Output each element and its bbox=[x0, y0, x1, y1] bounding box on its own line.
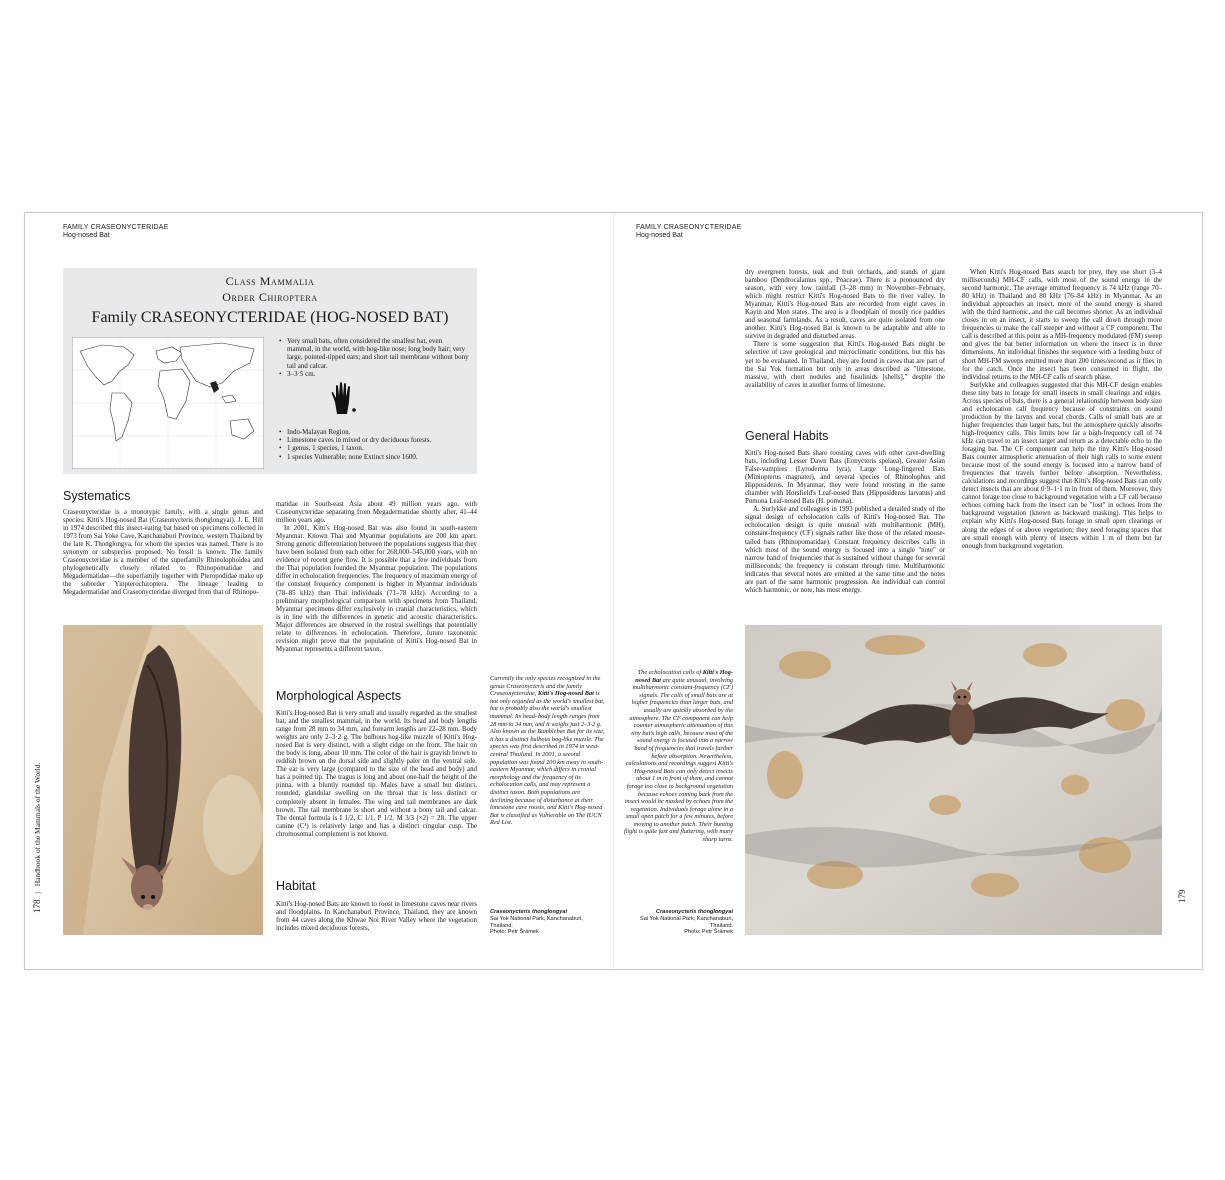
range-item: • 1 genus, 1 species, 1 taxon. bbox=[279, 444, 469, 452]
paragraph: There is some suggestion that Kitti's Hog-nosed Bats might be selective of cave geological and microclimatic conditions, but this has yet to be evaluated. In Thailand, they are found in caves that are part of the Sai Yok formation but only in areas described as "limestone, massive, with chert nodules and fusulinids [shells]," despite the availability of caves in another forms of limestone. bbox=[745, 341, 945, 389]
general-habits-heading: General Habits bbox=[745, 429, 829, 443]
habitat-text-continued bbox=[745, 269, 945, 419]
running-head-family: FAMILY CRASEONYCTERIDAE bbox=[636, 224, 742, 231]
family-title: Family CRASEONYCTERIDAE (HOG-NOSED BAT) bbox=[91, 309, 449, 326]
paragraph: Surlykke and colleagues suggested that this MH-CF design enables these tiny bats to forage for small insects in small clearings and edges. Across species of bats, there is a general relationship between body size and echolocation call frequency because of constraints on sound production by the larynx and vocal chords. Calls of small bats are at higher frequencies than larger bats, but the atmosphere quickly absorbs high-frequency calls. This limits how far a high-frequency call of 74 kHz can travel to an insect target and return as a detectable echo to the foraging bat. The CF component can help the tiny Kitti's Hog-nosed Bats counter atmospheric attenuation of their high calls to some extent because most of the sound energy is focused into a narrow band of frequencies that travels further before absorption. Nevertheless, calculations and recordings suggest that Kitti's Hog-nosed Bats can only detect insects that are about 0·9–1·1 m in front of them. Moreover, they cannot forage too close to background vegetation with a CF call because echoes coming back from the insect can be "lost" in echoes from the background vegetation (known as backward masking). This helps to explain why Kitti's Hog-nosed Bats forage in small open clearings or along the edges of or above vegetation; they need foraging spaces that are small enough with plenty of insects within 1 m of them but far enough from background vegetation. bbox=[962, 381, 1162, 550]
range-item: • 1 species Vulnerable; none Extinct since 1600. bbox=[279, 453, 469, 461]
credit-species: Craseonycteris thonglongyai bbox=[490, 909, 568, 915]
range-item: • Limestone caves in mixed or dry deciduous forests. bbox=[279, 436, 469, 444]
paragraph: matidae in South-east Asia about 49 million years ago, with Craseonycteridae separating from Megadermatidae shortly after, 41–44 million years ago. bbox=[276, 501, 477, 525]
range-list bbox=[279, 428, 469, 461]
general-habits-text bbox=[745, 450, 945, 618]
paragraph: In 2001, Kitti's Hog-nosed Bat was also found in south-eastern Myanmar. Known Thai and Myanmar populations are 200 km apart. Strong genetic differentiation between the populations suggests that they have been isolated from each other for 268,000–545,000 years, with no evidence of recent gene flow. It is possible that a few individuals from the Thai population founded the Myanmar population. The populations differ in echolocation frequencies. The frequency of maximum energy of the constant frequency component is higher in Myanmar individuals (78–85 kHz) than Thai individuals (71–78 kHz). According to a preliminary morphological comparison with specimens from Thailand, Myanmar specimens differ exclusively in cranial characteristics, which is in line with the differences in genetic and acoustic characteristics. Major differences are observed in the rostral swellings that potentially relate to differences in echolocation. Therefore, future taxonomic revision might prove that the population of Kitti's Hog-nosed Bat in Myanmar represents a different taxon. bbox=[276, 525, 477, 653]
running-head-species: Hog-nosed Bat bbox=[636, 232, 683, 239]
credit-place: Sai Yok National Park, Kanchanaburi, bbox=[490, 915, 583, 922]
order-line: Order Chiroptera bbox=[222, 290, 318, 304]
flying-bat-photo bbox=[745, 625, 1162, 935]
book-title: Handbook of the Mammals of the World. bbox=[33, 762, 42, 887]
paragraph: When Kitti's Hog-nosed Bats search for prey, they use short (3–4 milliseconds) MH-CF calls, with most of the sound energy in the second harmonic. The average emitted frequency is 74 kHz (range 70–80 kHz) in Thailand and 80 kHz (76–84 kHz) in Myanmar. As an individual approaches an insect, more of the sound energy is shared with the third harmonic, and the call becomes shorter. As an individual closes in on an insect, it starts to sweep the call down through more frequencies to make the call steeper and without a CF component. The call is described at this point as a MH-frequency modulated (FM) sweep and gives the bat better information on where the insect is in three dimensions. An individual finishes the sequence with a feeding buzz of short MH-FM sweeps emitted more than 200 times/second as it flies in for the catch. Once the insect has been consumed in flight, the individual returns to the MH-CF calls of search phase. bbox=[962, 269, 1162, 381]
paragraph: A. Surlykke and colleagues in 1993 published a detailed study of the signal design of echolocation calls of Kitti's Hog-nosed Bat. The echolocation design is quite unusual with multiharmonic (MH), constant-frequency (CF) signals rather like those of the related mouse-tailed bats (Rhinopomatidae). Constant frequency describes calls in which most of the sound energy is focused into a single "note" or narrow band of frequencies that is sustained without change for several milliseconds; the frequency is constant through time. Multiharmonic indicates that several notes are emitted at the same time and the notes are part of the same harmonic progression. An individual can control which harmonic, or note, has most energy. bbox=[745, 506, 945, 594]
range-item: • Indo-Malayan Region. bbox=[279, 428, 469, 436]
paragraph: Craseonycteridae is a monotypic family, with a single genus and species: Kitti's Hog-nosed Bat (Craseonycteris thonglongyai). J. E. Hill in 1974 described this insect-eating bat based on specimens collected in 1973 from Sai Yoke Cave, Kanchanaburi Province, western Thailand by the late K. Thonglongya, for whom the species was named. There is no synonym or subspecies proposed. No fossil is known. The family Craseonycteridae is a member of the superfamily Rhinolophoidea and phylogenetically closely related to Rhinopomatidae and Megadermatidae—the superfamily together with Pteropodidae make up the suborder Yinpterochiroptera. The lineage leading to Megadermatidae and Craseonycteridae diverged from that of Rhinopo- bbox=[63, 509, 263, 597]
caption-text: are quite unusual, involving multiharmonic constant-frequency (CF) signals. The calls of small bats are at higher frequencies than larger bats, and usually are quickly absorbed by the atmosphere. The CF component can help counter atmospheric attenuation of this tiny bat's high calls, because most of the sound energy is focused into a narrow band of frequencies that travels further before absorption. Nevertheless, calculations and recordings suggest Kitti's Hog-nosed Bats can only detect insects about 1 m in front of them, and cannot forage too close to background vegetation because echoes coming back from the insect would be masked by echoes from the vegetation. Individuals forage alone in a small open patch for a few minutes, before moving to another patch. Their hunting flight is quite fast and fluttering, with many sharp turns. bbox=[623, 676, 733, 844]
caption-text: The echolocation calls of bbox=[637, 669, 702, 676]
class-line: Class Mammalia bbox=[225, 274, 315, 288]
distribution-map bbox=[72, 337, 264, 469]
running-head-family: FAMILY CRASEONYCTERIDAE bbox=[63, 224, 169, 231]
credit-photographer: Photo: Petr Šrámek bbox=[684, 929, 733, 936]
paragraph: Kitti's Hog-nosed Bats share roosting caves with other cave-dwelling bats, including Lesser Dawn Bats (Eonycteris spelaea), Greater Asian False-vampires (Lyroderma lyra), Large Long-fingered Bats (Miniopterus magnater), and several species of Rhinolophus and Hipposideros. In Myanmar, they were found roosting in the same chamber with Horsfield's Leaf-nosed Bats (Hipposideros larvatus) and Pomona Leaf-nosed Bats (H. pomona). bbox=[745, 450, 945, 506]
hanging-bat-photo bbox=[63, 625, 263, 935]
morphology-text bbox=[276, 710, 477, 870]
caption-text: is not only regarded as the world's smallest bat, but is probably also the world's smallest mammal. Its head–body length ranges from 28 mm to 34 mm, and it weighs just 2–3·2 g. Also known as the Bumblebee Bat for its size, it has a distinct bulbous hog-like muzzle. The species was first described in 1974 in west-central Thailand. In 2001, a second population was found 200 km away in south-eastern Myanmar, which differs in cranial morphology and the frequency of its echolocation calls, and may represent a distinct taxon. Both populations are declining because of disturbance at their limestone cave roosts, and Kitti's Hog-nosed Bat is classified as Vulnerable on The IUCN Red List. bbox=[490, 690, 605, 827]
systematics-heading: Systematics bbox=[63, 489, 131, 503]
paragraph: dry evergreen forests, teak and fruit orchards, and stands of giant bamboo (Dendrocalamus spp., Poaceae). There is a pronounced dry season, with very low rainfall (3–28 mm) in November–February, which might restrict Kitti's Hog-nosed Bats to the river valley. In Myanmar, Kitti's Hog-nosed Bats are recorded from eight caves in Kayin and Mon states. The area is a floodplain of mostly rice paddies and seasonal farmlands. As a result, caves are quite isolated from one another. Kitti's Hog-nosed Bat is known to be adaptable and able to survive in degraded and disturbed areas. bbox=[745, 269, 945, 341]
running-head-species: Hog-nosed Bat bbox=[63, 232, 110, 239]
habitat-text bbox=[276, 901, 477, 935]
right-photo-caption bbox=[623, 669, 733, 844]
credit-country: Thailand. bbox=[490, 922, 514, 929]
systematics-text-continued bbox=[276, 501, 477, 669]
credit-country: Thailand. bbox=[709, 922, 733, 929]
caption-species-name: Kitti's Hog-nosed Bat bbox=[537, 690, 594, 698]
book-spread bbox=[24, 212, 1203, 970]
credit-species: Craseonycteris thonglongyai bbox=[655, 909, 733, 915]
habitat-heading: Habitat bbox=[276, 879, 316, 893]
systematics-text bbox=[63, 509, 263, 621]
trait-item: • 3–3·5 cm. bbox=[279, 370, 469, 378]
page-gutter bbox=[613, 213, 615, 969]
size-hand-icon bbox=[329, 380, 359, 416]
credit-photographer: Photo: Petr Šrámek bbox=[490, 929, 539, 936]
caption-species-name: Kitti's Hog-nosed Bat bbox=[635, 669, 733, 684]
left-running-head bbox=[63, 224, 168, 240]
credit-place: Sai Yok National Park, Kanchanaburi, bbox=[640, 915, 733, 922]
trait-item: • Very small bats, often considered the smallest bat, even mammal, in the world, with hog-like nose; long body hair; very large, pointed-tipped ears; and short tail membrane without bony tail and calcar. bbox=[279, 337, 469, 370]
left-photo-credit bbox=[490, 909, 605, 936]
paragraph: Kitti's Hog-nosed Bats are known to roost in limestone caves near rivers and floodplains. In Kanchanaburi Province, Thailand, they are known from 44 caves along the Khwae Noi River Valley where the vegetation includes mixed deciduous forests, bbox=[276, 901, 477, 933]
classification-box bbox=[63, 268, 477, 474]
echolocation-text bbox=[962, 269, 1162, 619]
traits-list bbox=[279, 337, 469, 378]
left-photo-caption bbox=[490, 675, 605, 827]
paragraph: Kitti's Hog-nosed Bat is very small and usually regarded as the smallest bat, and the smallest mammal, in the world. Its head and body lengths range from 28 mm to 34 mm, and forearm lengths are 22–28 mm. Body weights are only 2–3·2 g. The bulbous hog-like muzzle of Kitti's Hog-nosed Bat is very distinct, with a slight ridge on the front. The hair on the body is long, about 10 mm. The color of the hair is grayish brown to reddish brown on the dorsal side and slightly paler on the ventral side. The ear is very large (compared to the size of the head and body) and has a pointed tip. The tragus is long and about one-half the height of the pinna, with a bluntly rounded tip. Males have a small but distinct, rounded, glandular swelling on the throat that is less distinct or completely absent in females. The wing and tail membranes are dark brown. The tail membrane is short and without a bony tail and calcar. The dental formula is I 1/2, C 1/1, P 1/2, M 3/3 (×2) = 28. The upper canine (C¹) is relatively large and has a distinct cingular cusp. The chromosomal complement is not known. bbox=[276, 710, 477, 838]
right-page-number: 179 bbox=[1177, 889, 1187, 903]
left-page-number: 178 bbox=[32, 899, 42, 913]
left-page-footer: 178 | Handbook of the Mammals of the World. bbox=[32, 762, 42, 913]
right-photo-credit bbox=[623, 909, 733, 936]
caption-text: Currently the only species recognized in the genus Craseonycteris and the family Craseonycteridae, bbox=[490, 675, 601, 698]
morphology-heading: Morphological Aspects bbox=[276, 689, 402, 703]
right-running-head bbox=[636, 224, 741, 240]
